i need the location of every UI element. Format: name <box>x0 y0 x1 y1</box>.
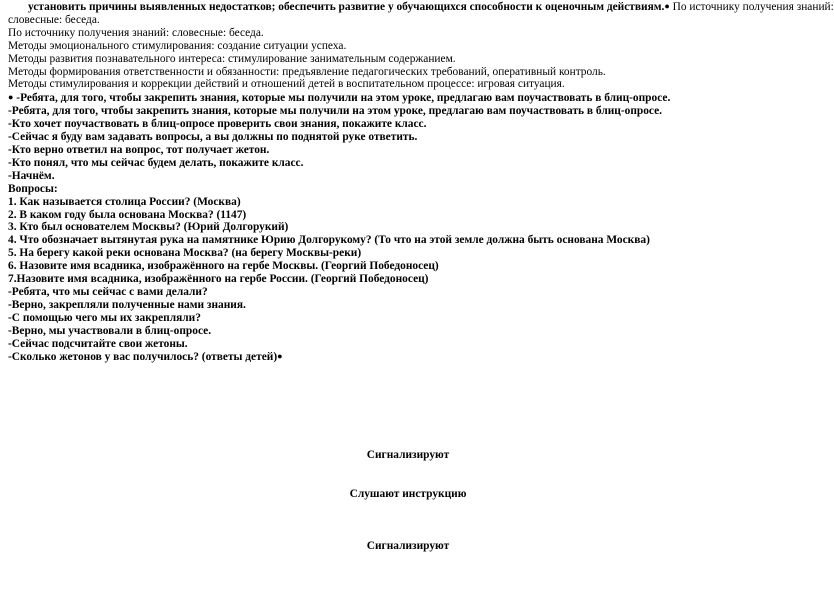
method-line: Методы стимулирования и коррекции действий и отношений детей в воспитательном процессе: игровая ситуация. <box>8 78 565 91</box>
student-action-listen: Слушают инструкцию <box>349 488 467 500</box>
bullet-icon: ● <box>664 1 670 11</box>
question-line: 4. Что обозначает вытянутая рука на памятнике Юрию Долгорукому? (То что на этой земле должна быть основана Москва) <box>8 234 650 247</box>
closing-line: -Ребята, что мы сейчас с вами делали? <box>8 285 208 298</box>
closing-line: -Верно, закрепляли полученные нами знания. <box>8 298 246 311</box>
intro-bold-text: установить причины выявленных недостатков; обеспечить развитие у обучающихся способности к оценочным действиям. <box>28 1 665 13</box>
closing-line: -С помощью чего мы их закрепляли? <box>8 311 201 324</box>
question-line: 7.Назовите имя всадника, изображённого на гербе России. (Георгий Победоносец) <box>8 273 429 286</box>
script-line: -Ребята, для того, чтобы закрепить знания, которые мы получили на этом уроке, предлагаю вам поучаствовать в блиц-опросе. <box>8 105 663 118</box>
bullet-icon: ● <box>277 351 283 362</box>
question-line: 5. На берегу какой реки основана Москва? (на берегу Москвы-реки) <box>8 247 362 260</box>
script-line: -Кто хочет поучаствовать в блиц-опросе проверить свои знания, покажите класс. <box>8 118 427 131</box>
script-line: -Сейчас я буду вам задавать вопросы, а вы должны по поднятой руке ответить. <box>8 131 418 144</box>
method-line: Методы развития познавательного интереса: стимулирование занимательным содержанием. <box>8 52 456 65</box>
script-first-line <box>8 91 808 105</box>
method-line: По источнику получения знаний: словесные: беседа. <box>8 26 264 39</box>
script-line: -Кто понял, что мы сейчас будем делать, покажите класс. <box>8 156 304 169</box>
closing-last-text: -Сколько жетонов у вас получилось? (ответы детей) <box>8 351 278 364</box>
script-line: -Начнём. <box>8 169 55 182</box>
intro-line <box>8 0 834 14</box>
closing-line: -Верно, мы участвовали в блиц-опросе. <box>8 324 212 337</box>
question-line: 2. В каком году была основана Москва? (1147) <box>8 208 247 221</box>
question-line: 3. Кто был основателем Москвы? (Юрий Долгорукий) <box>8 221 289 234</box>
student-action-signal-1: Сигнализируют <box>366 449 450 461</box>
intro-tail-text: По источнику получения знаний: <box>669 1 834 13</box>
questions-heading: Вопросы: <box>8 182 58 195</box>
closing-line: -Сейчас подсчитайте свои жетоны. <box>8 337 188 350</box>
script-first-text: -Ребята, для того, чтобы закрепить знания, которые мы получили на этом уроке, предлагаю вам поучаствовать в блиц-опросе. <box>13 92 671 105</box>
intro-wrap-line: словесные: беседа. <box>8 13 100 26</box>
method-line: Методы эмоционального стимулирования: создание ситуации успеха. <box>8 39 347 52</box>
closing-last-line <box>8 350 808 364</box>
question-line: 1. Как называется столица России? (Москва) <box>8 195 241 208</box>
script-line: -Кто верно ответил на вопрос, тот получает жетон. <box>8 143 270 156</box>
question-line: 6. Назовите имя всадника, изображённого на гербе Москвы. (Георгий Победоносец) <box>8 260 439 273</box>
bullet-icon: ● <box>8 92 14 103</box>
document-body <box>8 0 834 364</box>
student-action-signal-2: Сигнализируют <box>366 540 450 552</box>
method-line: Методы формирования ответственности и обязанности: предъявление педагогических требований, оперативный контроль. <box>8 65 606 78</box>
